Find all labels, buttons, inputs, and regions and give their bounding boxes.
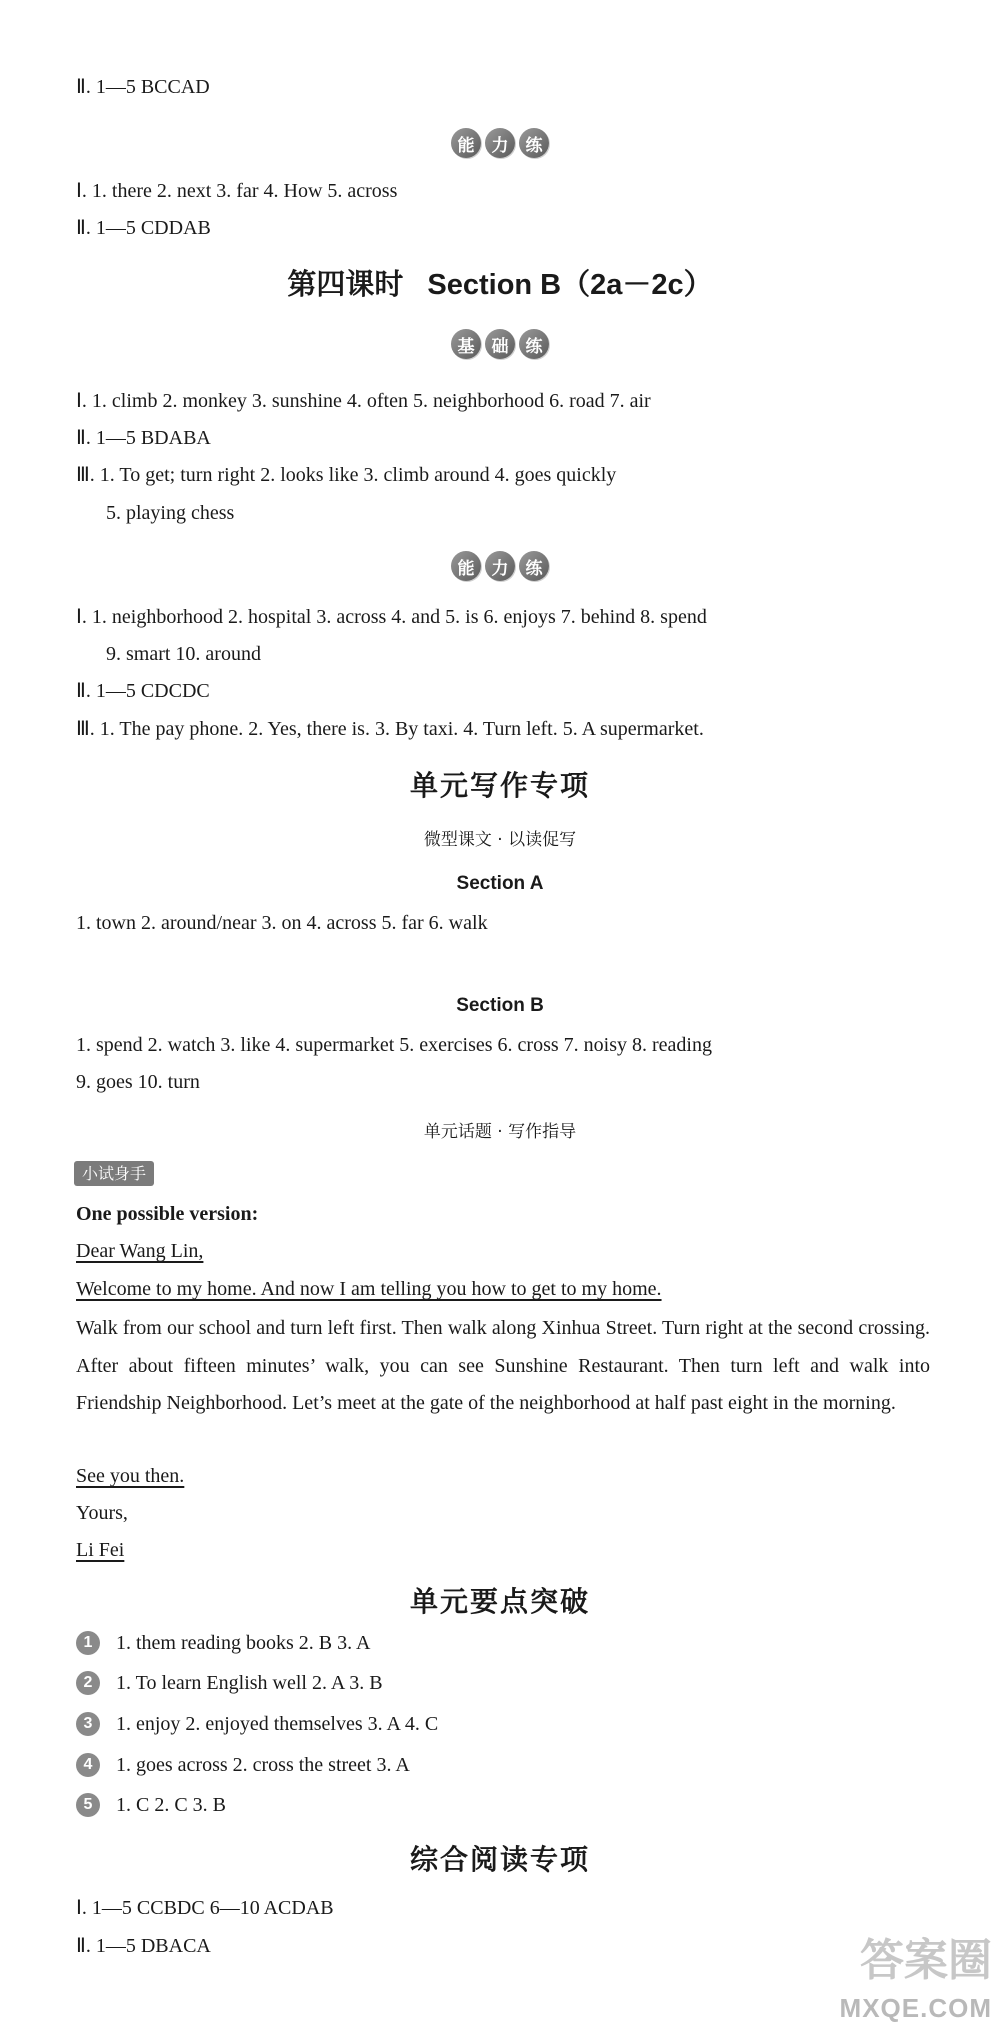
- badge-char: 基: [451, 329, 481, 359]
- answer-line: Ⅰ. 1. neighborhood 2. hospital 3. across 4. and 5. is 6. enjoys 7. behind 8. spend: [76, 606, 707, 628]
- lesson-heading: [0, 262, 1000, 303]
- writing-title: 单元写作专项: [409, 769, 590, 802]
- writing-subtitle: 微型课文 · 以读促写: [423, 830, 577, 850]
- answer-line: Ⅲ. 1. The pay phone. 2. Yes, there is. 3. By taxi. 4. Turn left. 5. A supermarket.: [76, 718, 704, 740]
- keypoint-text: 1. goes across 2. cross the street 3. A: [116, 1754, 410, 1776]
- keypoint-row: [76, 1790, 226, 1820]
- answer-line: Ⅰ. 1. there 2. next 3. far 4. How 5. across: [76, 180, 398, 202]
- letter-greeting: Dear Wang Lin,: [76, 1240, 204, 1262]
- badge-char: 力: [485, 551, 515, 581]
- possible-version-label: One possible version:: [76, 1203, 259, 1225]
- basic-practice-badge: [0, 329, 1000, 359]
- badge-char: 练: [519, 128, 549, 158]
- keypoint-row: [76, 1668, 383, 1698]
- section-a-heading: Section A: [456, 873, 544, 894]
- letter-closing: See you then.: [76, 1465, 185, 1487]
- number-circle-icon: 5: [76, 1793, 100, 1817]
- keypoint-row: [76, 1709, 438, 1739]
- watermark-url: MXQE.COM: [839, 1993, 992, 2023]
- keypoint-text: 1. them reading books 2. B 3. A: [116, 1632, 371, 1654]
- badge-char: 力: [485, 128, 515, 158]
- letter-yours: Yours,: [76, 1502, 128, 1524]
- number-circle-icon: 3: [76, 1712, 100, 1736]
- badge-char: 练: [519, 329, 549, 359]
- badge-char: 础: [485, 329, 515, 359]
- letter-first-line: Welcome to my home. And now I am telling you how to get to my home.: [76, 1278, 662, 1300]
- answer-line: 1. town 2. around/near 3. on 4. across 5. far 6. walk: [76, 912, 488, 934]
- keypoint-text: 1. To learn English well 2. A 3. B: [116, 1672, 383, 1694]
- badge-char: 能: [451, 551, 481, 581]
- answer-line: 1. spend 2. watch 3. like 4. supermarket 5. exercises 6. cross 7. noisy 8. reading: [76, 1034, 712, 1056]
- badge-char: 能: [451, 128, 481, 158]
- keypoints-title: 单元要点突破: [409, 1585, 590, 1618]
- answer-line: Ⅰ. 1. climb 2. monkey 3. sunshine 4. often 5. neighborhood 6. road 7. air: [76, 390, 651, 412]
- site-watermark-logo: [817, 1924, 992, 2024]
- writing-guide-title: 单元话题 · 写作指导: [423, 1122, 577, 1142]
- answer-line: 5. playing chess: [106, 502, 235, 524]
- number-circle-icon: 2: [76, 1671, 100, 1695]
- try-it-tag: 小试身手: [74, 1161, 154, 1186]
- number-circle-icon: 4: [76, 1753, 100, 1777]
- letter-signature: Li Fei: [76, 1539, 125, 1561]
- keypoint-row: [76, 1628, 370, 1658]
- ability-practice-badge: [0, 551, 1000, 581]
- badge-char: 练: [519, 551, 549, 581]
- keypoint-text: 1. C 2. C 3. B: [116, 1794, 227, 1816]
- answer-line: Ⅱ. 1—5 BDABA: [76, 427, 211, 449]
- answer-line: 9. goes 10. turn: [76, 1071, 200, 1093]
- lesson-heading-en: Section B（2a－2c）: [427, 269, 713, 301]
- reading-title: 综合阅读专项: [409, 1843, 590, 1876]
- answer-line: Ⅲ. 1. To get; turn right 2. looks like 3. climb around 4. goes quickly: [76, 464, 617, 486]
- section-b-heading: Section B: [456, 995, 544, 1016]
- keypoint-row: [76, 1750, 410, 1780]
- ability-practice-badge: [0, 128, 1000, 158]
- answer-line: Ⅱ. 1—5 BCCAD: [76, 76, 210, 98]
- answer-line: Ⅰ. 1—5 CCBDC 6—10 ACDAB: [76, 1897, 334, 1919]
- lesson-heading-cn: 第四课时: [287, 267, 404, 301]
- answer-line: 9. smart 10. around: [106, 643, 261, 665]
- number-circle-icon: 1: [76, 1631, 100, 1655]
- keypoint-text: 1. enjoy 2. enjoyed themselves 3. A 4. C: [116, 1713, 439, 1735]
- watermark-text: 答案圈: [860, 1935, 992, 1986]
- answer-line: Ⅱ. 1—5 DBACA: [76, 1935, 211, 1957]
- letter-body: Walk from our school and turn left first. Then walk along Xinhua Street. Turn right at the second crossing. After about fifteen minutes’ walk, you can see Sunshine Restaurant. Then turn left and walk into Friendship Neighborhood. Let’s meet at the gate of the neighborhood at half past eight in the morning.: [76, 1317, 930, 1414]
- answer-line: Ⅱ. 1—5 CDCDC: [76, 680, 210, 702]
- answer-line: Ⅱ. 1—5 CDDAB: [76, 217, 211, 239]
